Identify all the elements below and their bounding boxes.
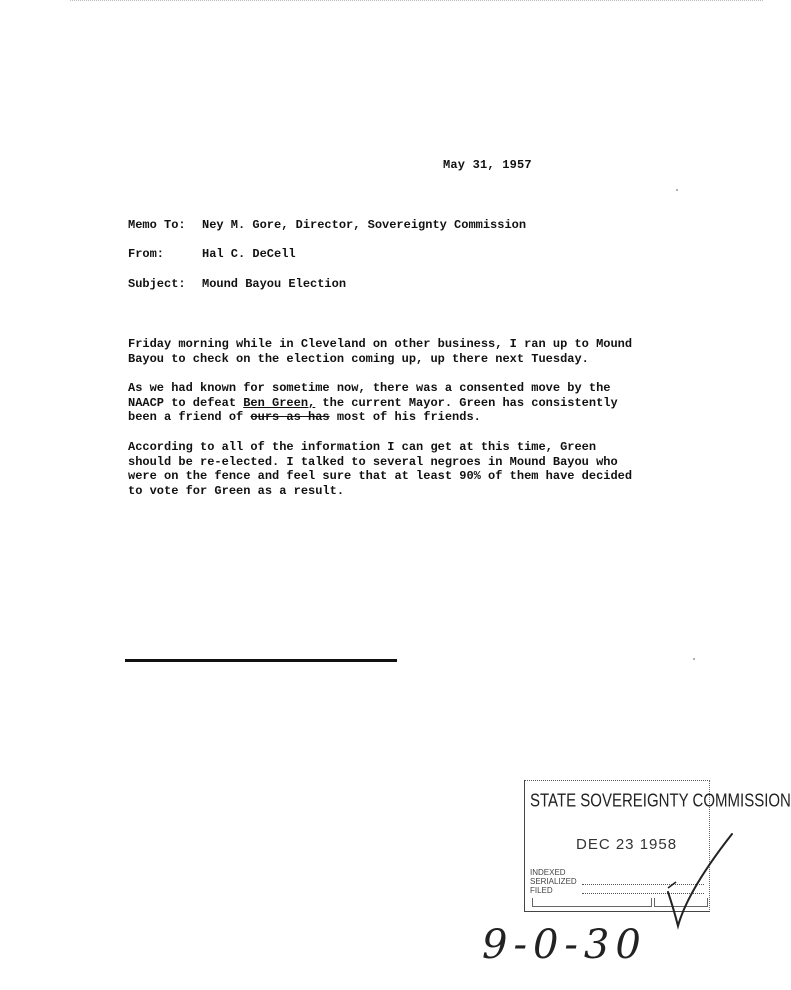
file-number-text: 9-0-30: [482, 922, 647, 968]
paragraph-3: [128, 440, 658, 498]
stamp-date: DEC 23 1958: [576, 836, 678, 853]
memo-date: May 31, 1957: [443, 158, 532, 172]
text-run: NAACP to defeat: [128, 395, 244, 410]
memo-to-value: Ney M. Gore, Director, Sovereignty Commission: [202, 218, 527, 232]
paragraph-line: were on the fence and feel sure that at least 90% of them have decided: [128, 469, 633, 483]
memo-from-value: Hal C. DeCell: [202, 247, 296, 261]
handwritten-file-number: [482, 922, 682, 982]
signature-line: [125, 659, 397, 662]
paragraph-line: [128, 396, 658, 411]
text-run: most of his friends.: [329, 410, 481, 424]
handwritten-check-mark: [640, 830, 740, 930]
stamp-title: STATE SOVEREIGNTY COMMISSION: [530, 790, 791, 812]
paragraph-2: [128, 381, 658, 425]
paragraph-line: to vote for Green as a result.: [128, 483, 345, 498]
memo-to-row: [128, 218, 526, 232]
handmarked-name: Ben Green,: [243, 395, 316, 410]
memo-from-row: [128, 247, 296, 261]
stamp-label-indexed: INDEXED: [530, 868, 566, 877]
paragraph-line: [128, 410, 658, 425]
paragraph-line: should be re-elected. I talked to several negroes in Mound Bayou who: [128, 454, 618, 469]
paragraph-line: Friday morning while in Cleveland on other business, I ran up to Mound: [128, 337, 633, 351]
page-edge-dotted-line: [70, 0, 763, 3]
paragraph-line: As we had known for sometime now, there was a consented move by the: [128, 381, 611, 395]
memo-from-label: From:: [128, 247, 165, 261]
memo-to-label: Memo To:: [128, 218, 186, 232]
paragraph-line: Bayou to check on the election coming up, up there next Tuesday.: [128, 351, 589, 366]
stamp-labels: [530, 868, 577, 895]
handmarked-phrase: ours as has: [250, 410, 330, 424]
stamp-label-serialized: SERIALIZED: [530, 877, 577, 886]
memo-subject-value: Mound Bayou Election: [202, 277, 347, 291]
stamp-label-filed: FILED: [530, 886, 553, 895]
paragraph-line: According to all of the information I can get at this time, Green: [128, 440, 597, 454]
stamp-border: [524, 780, 525, 912]
stamp-border: [524, 780, 710, 781]
scan-speck: [676, 189, 678, 191]
paragraph-1: [128, 337, 658, 366]
memo-subject-label: Subject:: [128, 277, 186, 291]
memo-subject-row: [128, 277, 346, 291]
text-run: been a friend of: [128, 410, 251, 424]
stamp-field-box: [532, 898, 652, 907]
scan-speck: [693, 658, 695, 660]
text-run: the current Mayor. Green has consistently: [315, 395, 618, 410]
